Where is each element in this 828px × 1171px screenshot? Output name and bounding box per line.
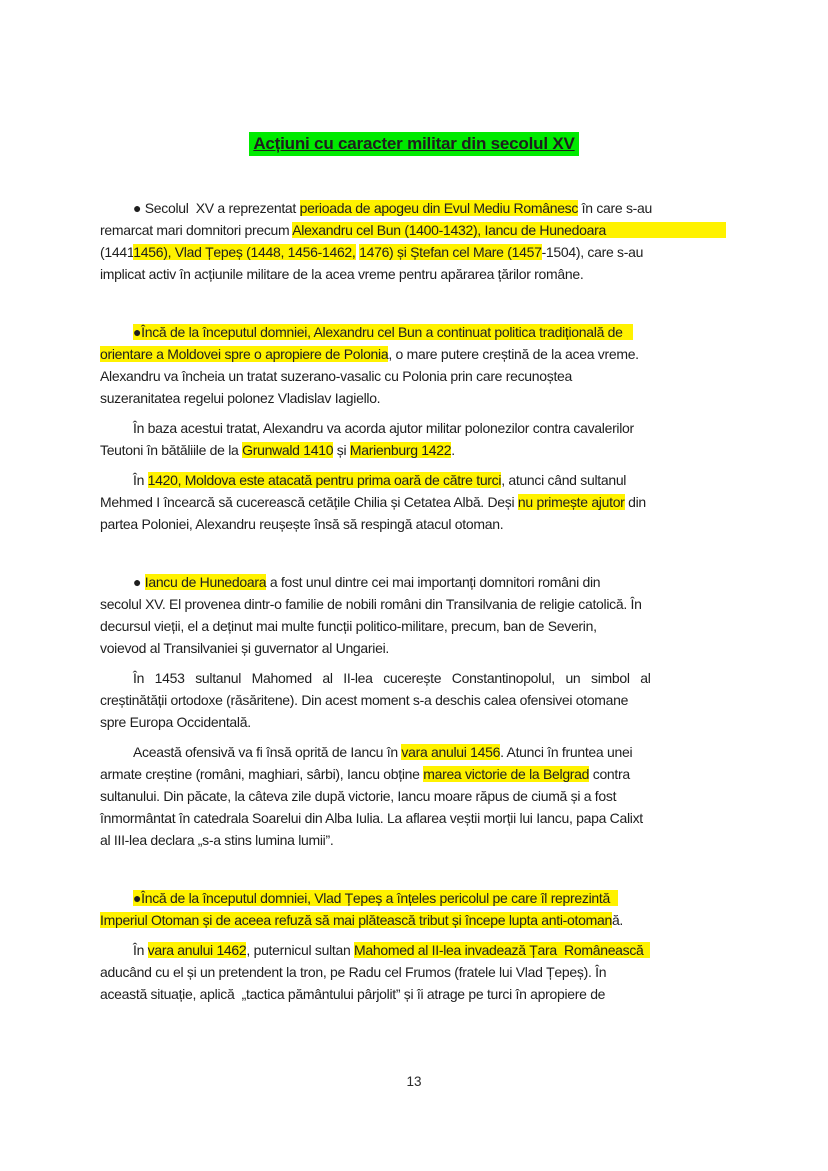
text-segment: contra [589,766,630,782]
text-segment: (1441 [100,244,134,260]
text-segment: ● Secolul XV a reprezentat [133,200,300,216]
text-segment: În [133,472,148,488]
text-segment: , atunci când sultanul [501,472,627,488]
text-segment: . [451,442,455,458]
text-segment: al III-lea declara „s-a stins lumina lumii”. [100,832,334,848]
paragraph [100,321,728,409]
text-segment: spre Europa Occidentală. [100,714,251,730]
highlighted-text: 1456), Vlad Țepeș (1448, 1456-1462, [133,244,356,260]
text-segment: ă. [611,912,624,928]
text-line [100,983,728,1005]
text-segment: secolul XV. El provenea dintr-o familie de nobili români din Transilvania de religie catolică. În [100,596,642,612]
paragraph [100,469,728,535]
text-line [100,513,728,535]
text-segment: , o mare putere creștină de la acea vreme. [388,346,639,362]
document-title [100,131,728,157]
text-segment: în care s-au [578,200,652,216]
text-segment: Mehmed I încearcă să cucerească cetățile Chilia și Cetatea Albă. Deși [100,494,518,510]
text-segment: Alexandru va încheia un tratat suzerano-vasalic cu Polonia prin care recunoștea [100,368,573,384]
highlighted-text: Imperiul Otoman și de aceea refuză să mai plătească tribut și începe lupta anti-otoman [100,912,612,928]
text-segment: Teutoni în bătăliile de la [100,442,243,458]
text-segment: înmormântat în catedrala Soarelui din Alba Iulia. La aflarea veștii morții lui Iancu, papa Calixt [100,810,643,826]
highlighted-text: Mahomed al II-lea invadează Țara Românească [354,942,650,958]
text-line [100,667,728,689]
highlighted-text: 1476) și Ștefan cel Mare (1457 [359,244,542,260]
text-segment: remarcat mari domnitori precum [100,222,293,238]
document-content [100,131,728,1013]
highlighted-text: vara anului 1462 [147,942,247,958]
text-line [100,615,728,637]
text-segment: aducând cu el și un pretendent la tron, pe Radu cel Frumos (fratele lui Vlad Țepeș). În [100,964,607,980]
text-segment: , puternicul sultan [246,942,355,958]
text-line [100,241,728,263]
text-segment: partea Poloniei, Alexandru reușește însă să respingă atacul otoman. [100,516,504,532]
highlighted-text: nu primește ajutor [517,494,625,510]
text-line [100,263,728,285]
highlighted-text: perioada de apogeu din Evul Mediu Românesc [299,200,579,216]
text-segment: În baza acestui tratat, Alexandru va acorda ajutor militar polonezilor contra cavalerilor [133,420,634,436]
text-segment: suzeranitatea regelui polonez Vladislav Iagiello. [100,390,381,406]
text-segment: voievod al Transilvaniei și guvernator al Ungariei. [100,640,389,656]
text-line [100,321,728,343]
title-highlighted-text: Acțiuni cu caracter militar din secolul XV [249,132,578,156]
text-line [100,741,728,763]
text-segment: din [624,494,646,510]
highlighted-text: 1420, Moldova este atacată pentru prima oară de către turci [147,472,502,488]
highlighted-text: ●Încă de la începutul domniei, Alexandru cel Bun a continuat politica tradițională de [133,324,633,340]
text-line [100,961,728,983]
text-line [100,219,728,241]
text-line [100,887,728,909]
text-segment: În 1453 sultanul Mahomed al II-lea cucerește Constantinopolul, un simbol al [133,670,651,686]
text-line [100,637,728,659]
text-line [100,711,728,733]
highlighted-text: ●Încă de la începutul domniei, Vlad Țepeș a înțeles pericolul pe care îl reprezintă [133,890,618,906]
highlighted-text: vara anului 1456 [401,744,501,760]
text-segment: implicat activ în acțiunile militare de la acea vreme pentru apărarea țărilor române. [100,266,584,282]
highlighted-text: Iancu de Hunedoara [144,574,267,590]
text-segment: această situație, aplică „tactica pământului pârjolit” și îi atrage pe turci în apropiere de [100,986,606,1002]
text-line [100,343,728,365]
page-number: 13 [406,1074,422,1089]
paragraph [100,197,728,285]
text-segment: a fost unul dintre cei mai importanți domnitori români din [266,574,601,590]
text-line [100,469,728,491]
highlighted-text: Marienburg 1422 [349,442,452,458]
text-line [100,387,728,409]
text-line [100,365,728,387]
paragraph [100,887,728,931]
text-segment: . Atunci în fruntea unei [500,744,633,760]
text-line [100,807,728,829]
highlighted-text: orientare a Moldovei spre o apropiere de Polonia [100,346,389,362]
text-segment: Această ofensivă va fi însă oprită de Iancu în [133,744,402,760]
text-line [100,439,728,461]
paragraphs-container [100,197,728,1005]
text-line [100,197,728,219]
text-line [100,689,728,711]
text-segment: În [133,942,148,958]
text-line [100,829,728,851]
text-line [100,571,728,593]
paragraph [100,939,728,1005]
text-segment: -1504), care s-au [541,244,644,260]
text-line [100,417,728,439]
text-line [100,491,728,513]
paragraph [100,571,728,659]
highlighted-text: Grunwald 1410 [242,442,334,458]
text-segment: creștinătății ortodoxe (răsăritene). Din acest moment s-a deschis calea ofensivei otomane [100,692,629,708]
text-line [100,763,728,785]
paragraph [100,417,728,461]
text-segment: ● [133,574,145,590]
text-line [100,909,728,931]
text-segment: și [333,442,350,458]
text-line [100,939,728,961]
text-line [100,785,728,807]
highlighted-text: Alexandru cel Bun (1400-1432), Iancu de Hunedoara [292,222,726,238]
paragraph [100,741,728,851]
text-segment: decursul vieții, el a deținut mai multe funcții politico-militare, precum, ban de Severin, [100,618,597,634]
highlighted-text: marea victorie de la Belgrad [423,766,590,782]
paragraph [100,667,728,733]
text-line [100,593,728,615]
text-segment: armate creștine (români, maghiari, sârbi), Iancu obține [100,766,424,782]
text-segment: sultanului. Din păcate, la câteva zile după victorie, Iancu moare răpus de ciumă și a fost [100,788,617,804]
